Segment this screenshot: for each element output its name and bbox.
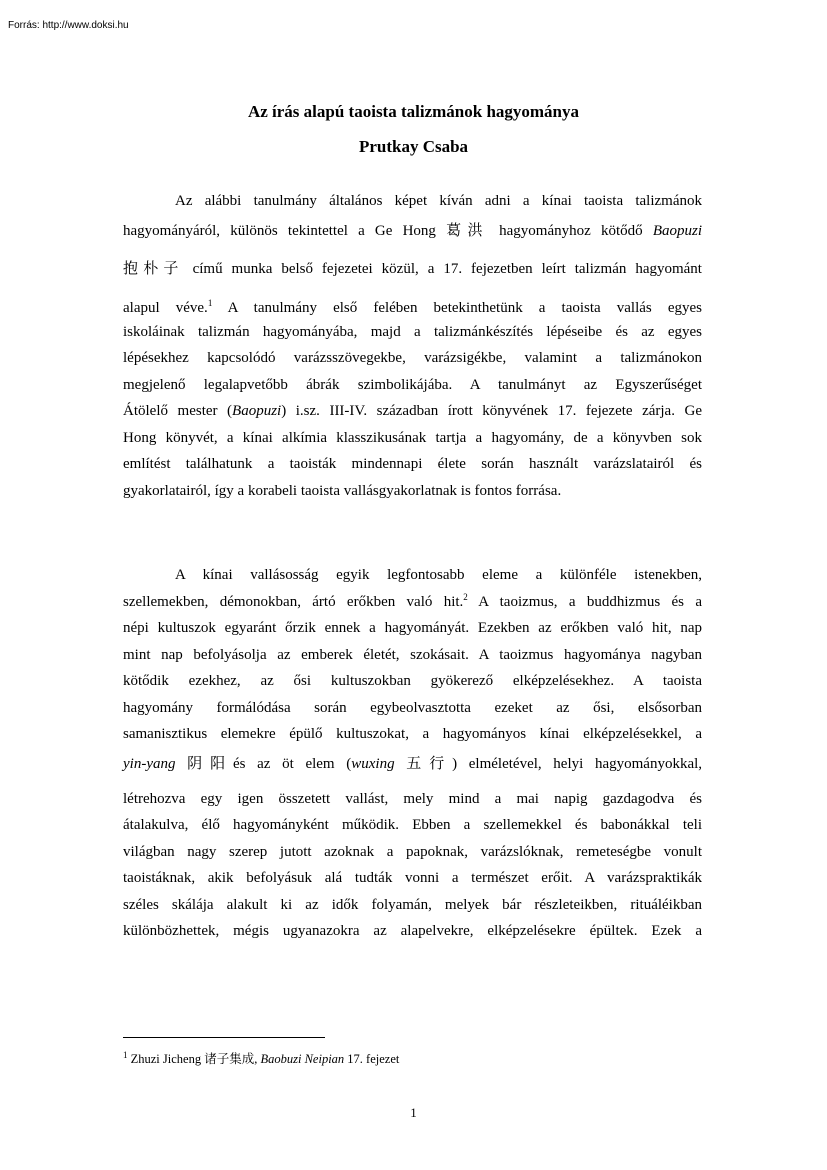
p1-line: alapul véve.$^1$ A tanulmány első felében betekinthetünk a taoista vallás egyes	[123, 297, 703, 316]
p2-line: különbözhettek, mégis ugyanazokra az alapelvekre, elképzelésekre épültek. Ezek a	[123, 923, 702, 939]
p1-line: említést találhatunk a taoisták mindennapi élete során használt varázslatairól és	[123, 456, 702, 472]
p2-line: világban nagy szerep jutott azoknak a papoknak, varázslóknak, remeteségbe vonult	[123, 843, 702, 860]
p1-line: Az alábbi tanulmány általános képet kíván adni a kínai taoista talizmánok	[175, 193, 702, 209]
p2-line: szellemekben, démonokban, ártó erőkben való hit.$^2$ A taoizmus, a buddhizmus és a	[123, 591, 702, 610]
footnote-ref-1[interactable]: 1	[207, 297, 213, 308]
footnote-divider	[123, 1037, 325, 1038]
p1-line: 抱朴子 című munka belső fejezetei közül, a 17. fejezetben leírt talizmán hagyománt	[123, 258, 702, 277]
p2-line: népi kultuszok egyaránt őrzik ennek a hagyományát. Ezekben az erőkben való hit, nap	[123, 620, 702, 636]
p1-line: Átölelő mester (Baopuzi) i.sz. III-IV. században írott könyvének 17. fejezete zárja. Ge	[123, 403, 702, 419]
footnote-1: $^1$ Zhuzi Jicheng 诸子集成, Baobuzi Neipian 17. fejezet	[123, 1049, 400, 1066]
p1-line: megjelenő legalapvetőbb ábrák szimbolikájába. A tanulmányt az Egyszerűséget	[123, 376, 702, 393]
p2-line: átalakulva, élő hagyományként működik. Ebben a szellemekkel és babonákkal teli	[123, 817, 702, 833]
p2-line: hagyomány formálódása során egybeolvasztotta ezeket az ősi, elsősorban	[123, 699, 702, 716]
p2-line: létrehozva egy igen összetett vallást, mely mind a mai napig gazdagodva és	[123, 790, 702, 807]
p1-line: gyakorlatairól, így a korabeli taoista vallásgyakorlatnak is fontos forrása.	[123, 482, 562, 499]
paragraph-2	[123, 562, 702, 945]
page-number: 1	[410, 1105, 417, 1120]
p1-line: lépésekhez kapcsolódó varázsszövegekbe, varázsigékbe, valamint a talizmánokon	[123, 350, 702, 366]
source-label: Forrás: http://www.doksi.hu	[8, 20, 129, 31]
paragraph-1	[123, 188, 702, 504]
p2-line: yin-yang 阴阳és az öt elem (wuxing 五行) elméletével, helyi hagyományokkal,	[123, 753, 703, 772]
p1-line: iskoláinak talizmán hagyományába, majd a talizmánkészítés lépéseibe és az egyes	[123, 323, 702, 340]
p2-line: samanisztikus elemekre épülő kultuszokat, a hagyományos kínai elképzelésekkel, a	[123, 726, 702, 742]
footnote-ref-2[interactable]: 2	[463, 591, 468, 602]
p2-line: kötődik ezekhez, az ősi kultuszokban gyökerező elképzelésekhez. A taoista	[123, 673, 702, 689]
p1-line: hagyományáról, különös tekintettel a Ge Hong 葛洪 hagyományhoz kötődő Baopuzi	[123, 220, 702, 239]
p2-line: A kínai vallásosság egyik legfontosabb eleme a különféle istenekben,	[175, 567, 702, 583]
p2-line: mint nap befolyásolja az emberek életét, szokásait. A taoizmus hagyománya nagyban	[123, 646, 702, 663]
document-title: Az írás alapú taoista talizmánok hagyománya	[247, 102, 580, 121]
p2-line: taoistáknak, akik befolyásuk alá tudták vonni a természet erőit. A varázspraktikák	[123, 870, 702, 886]
document-author: Prutkay Csaba	[358, 137, 469, 156]
p2-line: széles skálája alakult ki az idők folyamán, melyek bár részleteikben, rituáléikban	[123, 896, 702, 913]
p1-line: Hong könyvét, a kínai alkímia klasszikusának tartja a hagyomány, de a könyvben sok	[123, 429, 702, 446]
